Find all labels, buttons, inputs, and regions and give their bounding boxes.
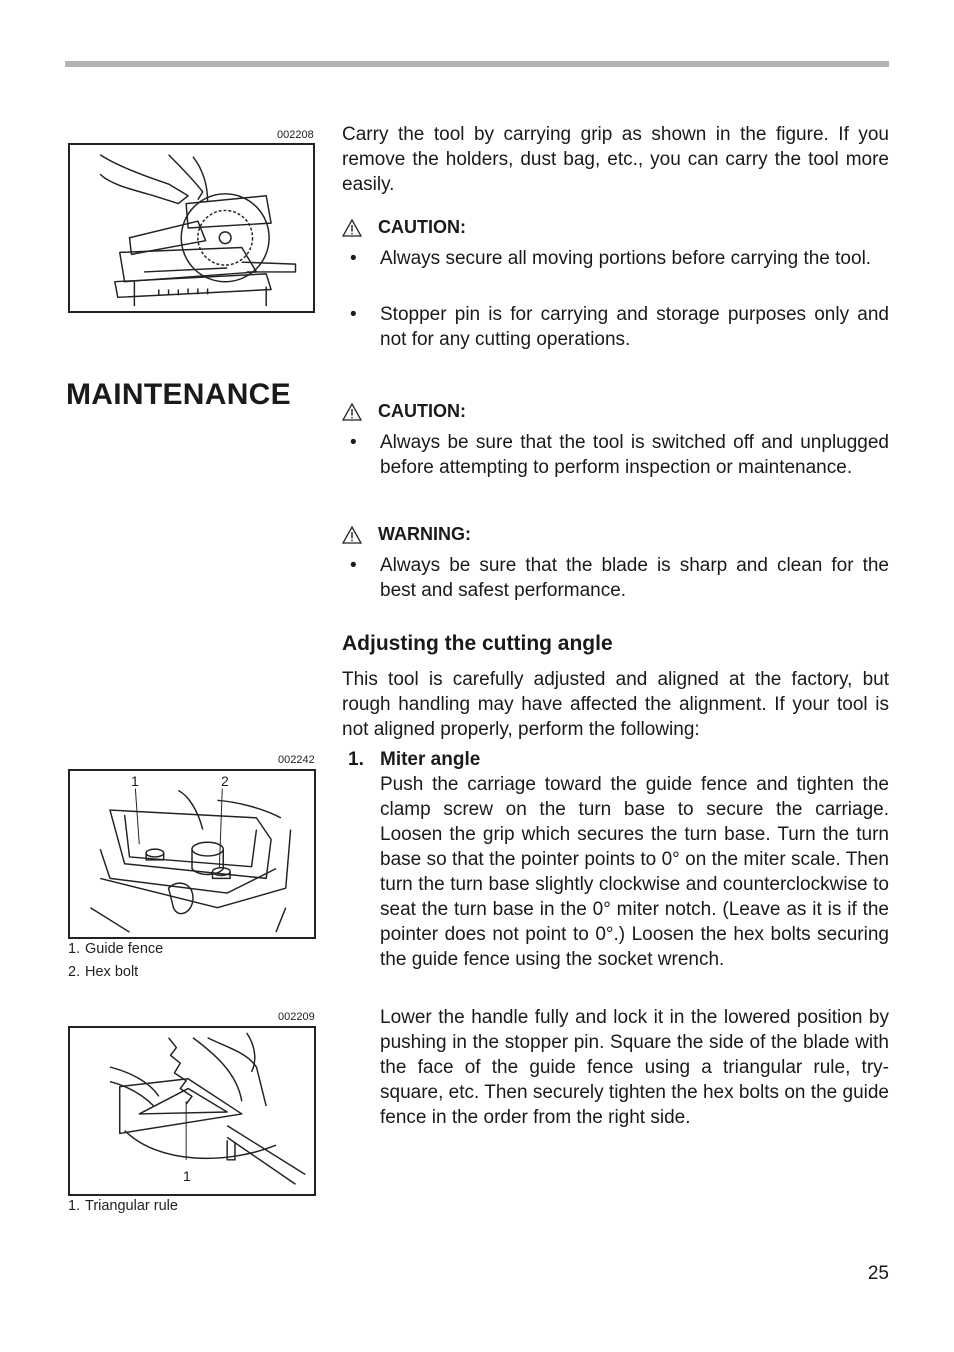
header-rule: [65, 61, 889, 67]
caption-text: Triangular rule: [85, 1198, 178, 1214]
page-number: 25: [867, 1263, 889, 1284]
bullet-icon: •: [350, 432, 357, 453]
warning-notice: [342, 524, 471, 545]
bullet-icon: •: [350, 555, 357, 576]
bullet-icon: •: [350, 304, 357, 325]
bullet-icon: •: [350, 248, 357, 269]
bullet-text: Always secure all moving portions before carrying the tool.: [380, 248, 872, 269]
warning-triangle-icon: [342, 526, 362, 544]
caption-number: 1.: [68, 1198, 81, 1214]
caption-number: 2.: [68, 964, 81, 980]
figure-id: 002242: [278, 754, 315, 766]
figure-caption: [68, 941, 163, 957]
callout-label: 2: [221, 773, 229, 789]
warning-label: WARNING:: [378, 524, 471, 544]
caution-notice-maintenance: [342, 401, 466, 422]
callout-label: 1: [183, 1168, 191, 1184]
guide-fence-figure: [68, 769, 316, 939]
step-title: Miter angle: [380, 749, 481, 770]
guide-fence-illustration: [70, 771, 314, 937]
subsection-heading: Adjusting the cutting angle: [342, 632, 613, 655]
figure-caption: [68, 1198, 178, 1214]
caution-notice-carry: [342, 217, 466, 238]
bullet-text: Always be sure that the tool is switched off and unplugged before attempting to perform inspection or maintenance.: [380, 432, 889, 478]
triangular-rule-illustration: [70, 1028, 314, 1194]
warning-triangle-icon: [342, 219, 362, 237]
callout-label: 1: [131, 773, 139, 789]
bullet-text: Always be sure that the blade is sharp and clean for the best and safest performance.: [380, 555, 889, 601]
list-item: [342, 553, 889, 603]
figure-id: 002208: [277, 129, 314, 141]
list-item: [342, 302, 889, 352]
figure-caption: [68, 964, 138, 980]
caption-text: Guide fence: [85, 941, 164, 957]
bullet-text: Stopper pin is for carrying and storage purposes only and not for any cutting operations.: [380, 304, 889, 350]
triangular-rule-figure: [68, 1026, 316, 1196]
caption-number: 1.: [68, 941, 81, 957]
caution-label: CAUTION:: [378, 217, 466, 237]
list-item: [342, 246, 889, 271]
step-number: 1.: [348, 749, 364, 770]
section-heading: MAINTENANCE: [66, 378, 291, 411]
carry-paragraph: Carry the tool by carrying grip as shown in the figure. If you remove the holders, dust bag, etc., you can carry the tool more easily.: [342, 124, 889, 195]
caution-label: CAUTION:: [378, 401, 466, 421]
warning-triangle-icon: [342, 403, 362, 421]
miter-saw-carry-illustration: [70, 145, 313, 311]
list-item: [342, 430, 889, 480]
caption-text: Hex bolt: [85, 964, 139, 980]
carry-figure: [68, 143, 315, 313]
figure-id: 002209: [278, 1011, 315, 1023]
step-heading: [348, 747, 480, 772]
step-paragraph: Lower the handle fully and lock it in the lowered position by pushing in the stopper pin. Square the side of the blade with the face of the guide fence using a triangular rule, try-square, etc. Then securely tighten the hex bolts on the guide fence in the order from the right side.: [380, 1007, 889, 1128]
step-paragraph: Push the carriage toward the guide fence and tighten the clamp screw on the turn base to secure the carriage. Loosen the grip which secures the turn base. Turn the turn base so that the pointer points to 0° on the miter scale. Then turn the turn base slightly clockwise and counterclockwise to seat the turn base in the 0° miter notch. (Leave as it is if the pointer does not point to 0°.) Loosen the hex bolts securing the guide fence using the socket wrench.: [380, 774, 889, 970]
adjusting-intro: This tool is carefully adjusted and aligned at the factory, but rough handling may have affected the alignment. If your tool is not aligned properly, perform the following:: [342, 669, 889, 740]
